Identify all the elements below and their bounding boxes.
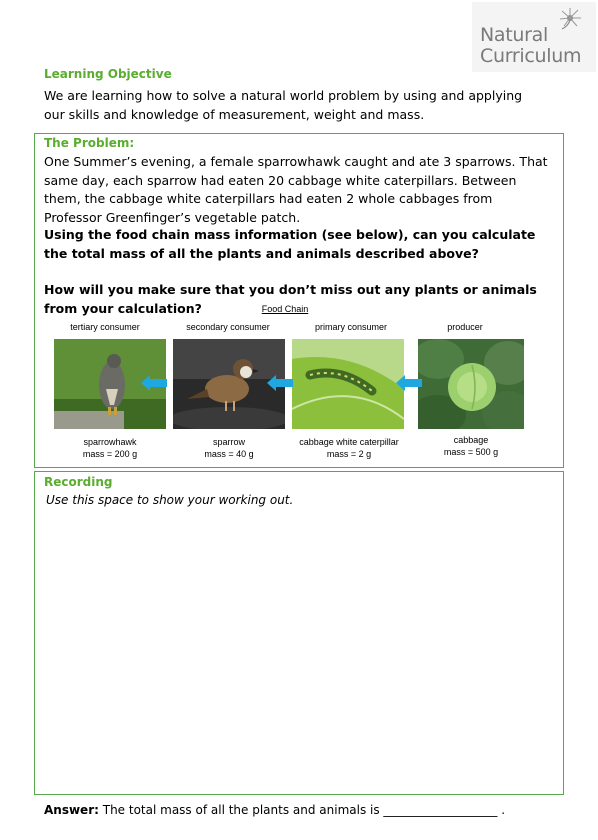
problem-text: One Summer’s evening, a female sparrowhawk caught and ate 3 sparrows. That same day, each sparrow had eaten 20 cabbage white caterpillars. Between them, the cabbage white caterpillars had eaten 2 whole cabbages from Professor Greenfinger’s vegetable patch. <box>44 154 548 225</box>
logo-text-curriculum: Curriculum <box>480 45 582 67</box>
role-primary-consumer: primary consumer <box>314 322 388 332</box>
answer-text[interactable]: The total mass of all the plants and animals is ___________________ . <box>102 803 506 817</box>
caption-name: cabbage <box>453 435 489 445</box>
recording-instruction: Use this space to show your working out. <box>46 493 294 507</box>
answer-line <box>44 803 505 817</box>
objective-title: Learning Objective <box>44 67 172 81</box>
caption-mass: mass = 500 g <box>443 447 499 457</box>
caterpillar-image <box>292 339 404 429</box>
caption-name: sparrowhawk <box>83 437 137 447</box>
arrow-left-icon <box>141 375 167 391</box>
caption-sparrowhawk <box>54 436 166 460</box>
caption-name: cabbage white caterpillar <box>299 437 399 447</box>
recording-title: Recording <box>44 475 113 489</box>
caption-mass: mass = 200 g <box>82 449 138 459</box>
answer-label: Answer: <box>44 803 99 817</box>
logo-text-natural: Natural <box>480 24 548 46</box>
problem-question-check: How will you make sure that you don’t miss out any plants or animals from your calculation? <box>44 282 537 316</box>
caption-mass: mass = 2 g <box>326 449 372 459</box>
problem-question-mass: Using the food chain mass information (see below), can you calculate the total mass of all the plants and animals described above? <box>44 227 536 261</box>
role-producer: producer <box>447 322 483 332</box>
dandelion-icon <box>548 6 592 30</box>
food-chain-title: Food Chain <box>261 304 309 314</box>
arrow-left-icon <box>396 375 422 391</box>
role-tertiary-consumer: tertiary consumer <box>70 322 140 332</box>
natural-curriculum-logo <box>472 2 596 72</box>
cabbage-image <box>418 339 524 429</box>
caption-caterpillar <box>286 436 412 460</box>
role-secondary-consumer: secondary consumer <box>186 322 270 332</box>
recording-box[interactable] <box>34 471 564 795</box>
objective-text: We are learning how to solve a natural world problem by using and applying our skills and knowledge of measurement, weight and mass. <box>44 88 523 122</box>
caption-cabbage <box>418 434 524 458</box>
problem-title: The Problem: <box>44 136 135 150</box>
arrow-left-icon <box>267 375 293 391</box>
caption-mass: mass = 40 g <box>204 449 254 459</box>
caption-name: sparrow <box>212 437 245 447</box>
caption-sparrow <box>173 436 285 460</box>
